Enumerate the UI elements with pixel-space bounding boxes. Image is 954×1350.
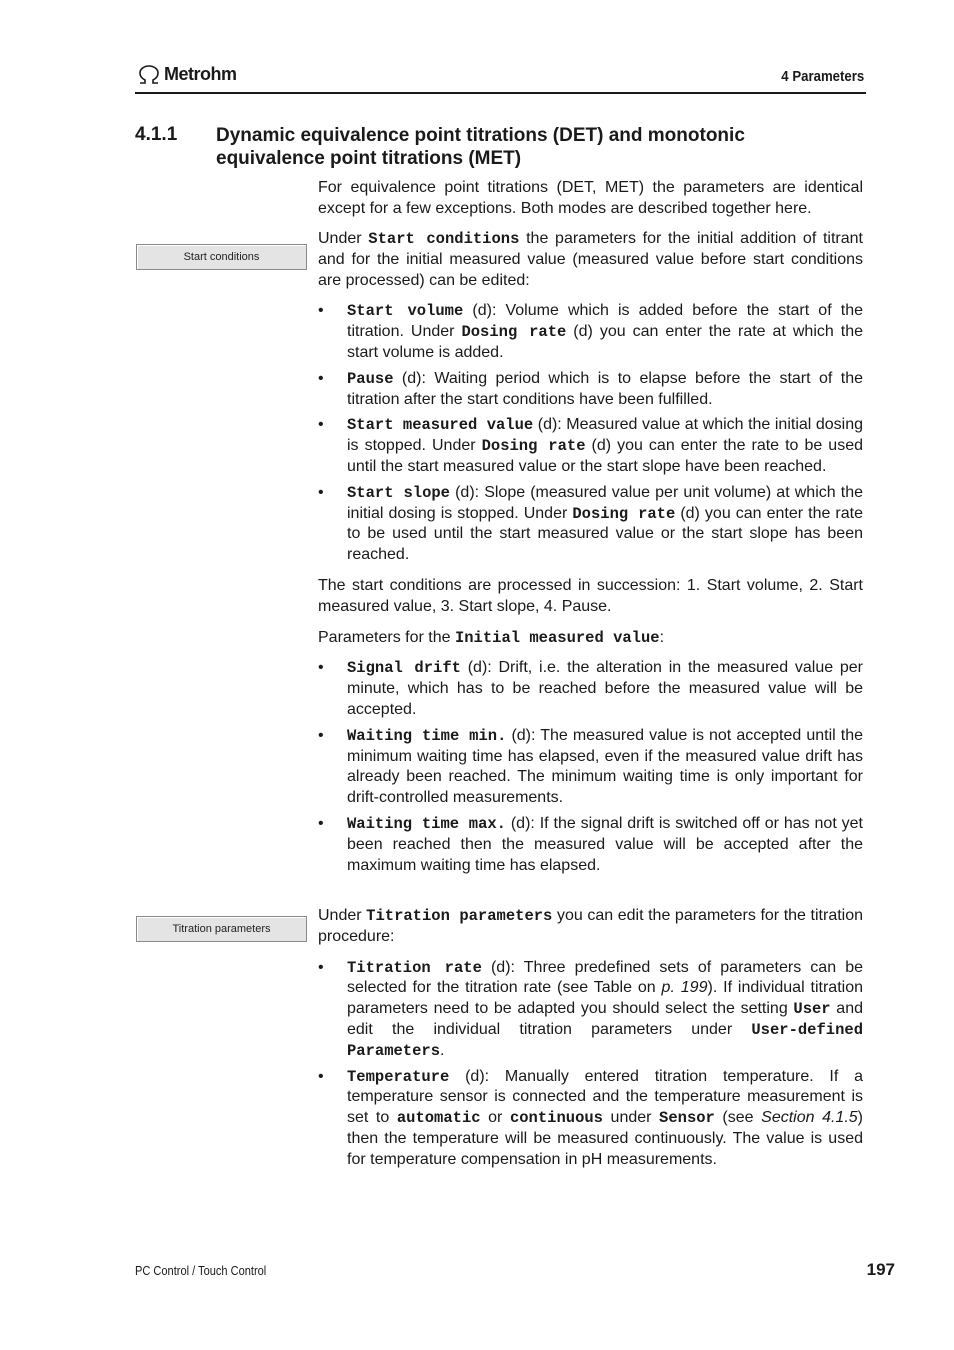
start-conditions-button[interactable]: Start conditions — [136, 244, 307, 270]
page-header — [135, 64, 866, 94]
initial-measured-list — [318, 658, 863, 876]
titration-parameters-lead: Under Titration parameters you can edit the parameters for the titration procedure: — [318, 907, 864, 945]
titration-parameters-button[interactable]: Titration parameters — [136, 916, 307, 942]
start-conditions-lead: Under Start conditions the parameters for the initial addition of titrant and for the initial measured value (measured value before start conditions are processed) can be edited: — [318, 230, 863, 289]
footer-product: PC Control / Touch Control — [135, 1263, 267, 1278]
list-item: • Temperature (d): Manually entered titration temperature. If a temperature sensor is connected and the temperature measurement is set to automatic or continuous under Sensor (see Section 4.1.5) then the temperature will be measured continuously. The value is used for temperature compensation in pH measurements. — [318, 1067, 863, 1171]
intro-block — [318, 178, 863, 220]
list-item: • Titration rate (d): Three predefined sets of parameters can be selected for the titration rate (see Table on p. 199). If individual titration parameters need to be adapted you should select the setting User and edit the individual titration parameters under User-defined Parameters. — [318, 958, 863, 1062]
titration-parameters-block — [318, 906, 863, 1171]
section-title: Dynamic equivalence point titrations (DET) and monotonic equivalence point titrations (MET) — [216, 125, 745, 169]
succession-paragraph: The start conditions are processed in succession: 1. Start volume, 2. Start measured value, 3. Start slope, 4. Pause. — [318, 576, 863, 615]
list-item: • Start measured value (d): Measured value at which the initial dosing is stopped. Under Dosing rate (d) you can enter the rate to be used until the start measured value or the start slope have been reached. — [318, 415, 863, 477]
brand-logo — [137, 64, 237, 85]
page-number: 197 — [866, 1260, 895, 1279]
brand-name: Metrohm — [164, 64, 237, 84]
start-conditions-block — [318, 229, 863, 876]
chapter-label: 4 Parameters — [781, 68, 864, 85]
section-number: 4.1.1 — [135, 124, 178, 145]
list-item: • Waiting time min. (d): The measured value is not accepted until the minimum waiting time has elapsed, even if the measured value drift has already been reached. The minimum waiting time is only important for drift-controlled measurements. — [318, 726, 863, 809]
omega-icon — [137, 65, 161, 85]
titration-parameters-list — [318, 958, 863, 1171]
list-item: • Pause (d): Waiting period which is to elapse before the start of the titration after the start conditions have been fulfilled. — [318, 369, 863, 411]
intro-paragraph: For equivalence point titrations (DET, MET) the parameters are identical except for a few exceptions. Both modes are described together here. — [318, 179, 863, 217]
list-item: • Signal drift (d): Drift, i.e. the alteration in the measured value per minute, which has to be reached before the measured value will be accepted. — [318, 658, 863, 720]
initial-measured-lead: Parameters for the Initial measured value: — [318, 628, 665, 647]
list-item: • Waiting time max. (d): If the signal drift is switched off or has not yet been reached then the measured value will be accepted after the maximum waiting time has elapsed. — [318, 814, 863, 876]
start-conditions-list — [318, 301, 863, 566]
list-item: • Start slope (d): Slope (measured value per unit volume) at which the initial dosing is stopped. Under Dosing rate (d) you can enter the rate to be used until the start measured value or the start slope has been reached. — [318, 483, 863, 566]
list-item: • Start volume (d): Volume which is added before the start of the titration. Under Dosing rate (d) you can enter the rate at which the start volume is added. — [318, 301, 863, 363]
